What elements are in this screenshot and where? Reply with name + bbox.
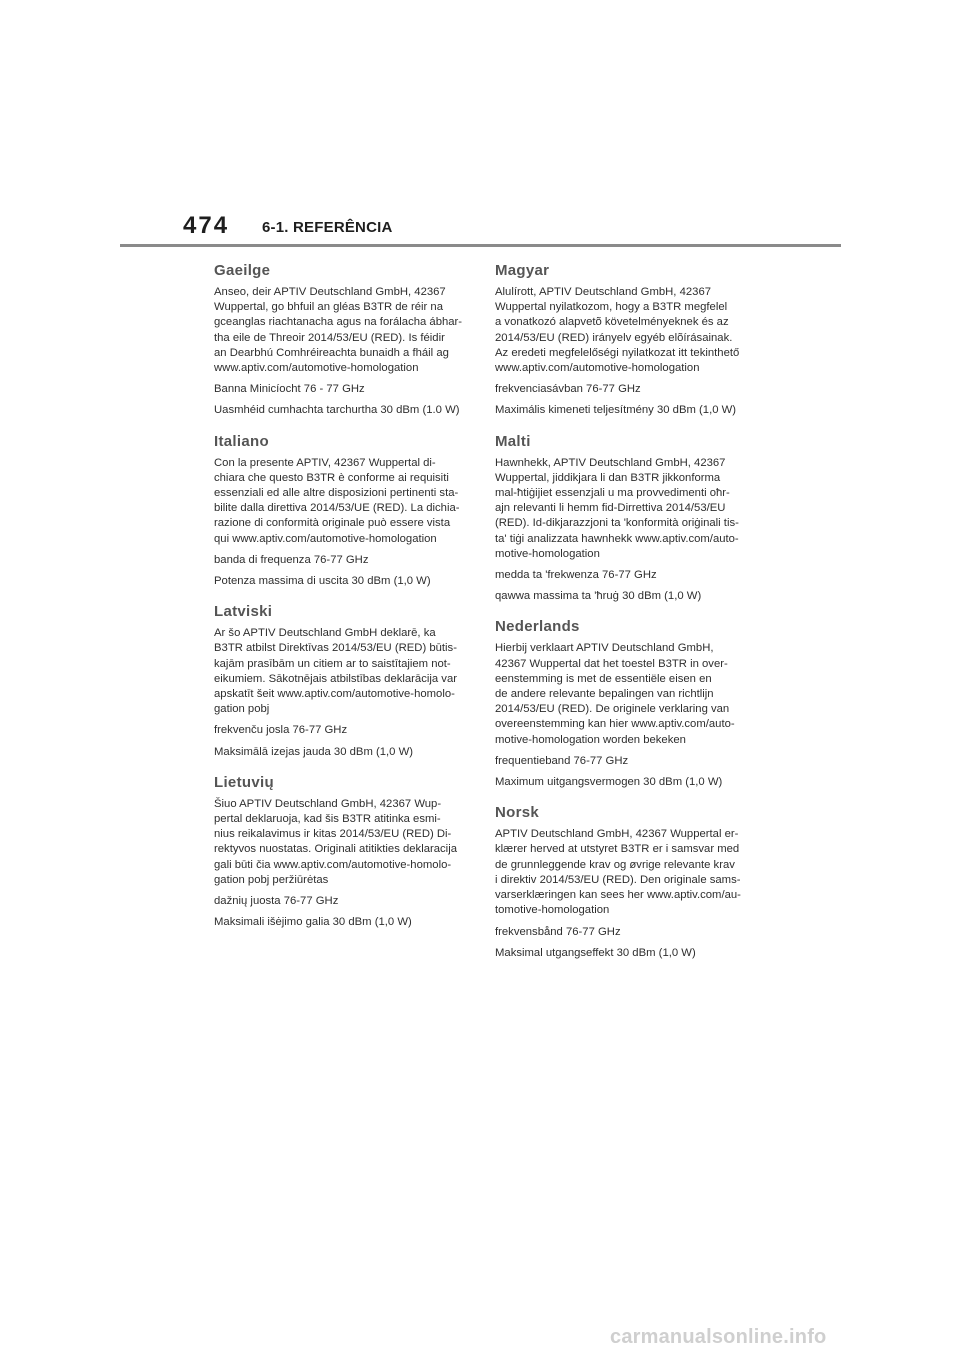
- section-heading: Gaeilge: [214, 262, 271, 279]
- frequency-band: frequentieband 76-77 GHz: [495, 754, 629, 767]
- frequency-band: dažnių juosta 76-77 GHz: [214, 895, 339, 908]
- section-norsk: [495, 804, 747, 961]
- declaration-text: Hawnhekk, APTIV Deutschland GmbH, 42367 Wuppertal, jiddikjara li dan B3TR jikkonforma mal-ħtiġijiet essenzjali u ma provvedimenti oħr- ajn relevanti li hemm fid-Dirrettiva 2014/53/EU (RED). Id-dikjarazzjoni ta 'konformità oriġinali tis- ta' tiġi analizzata hawnhekk www.aptiv.com/auto- motive-homologation: [495, 456, 739, 560]
- declaration-text: Alulírott, APTIV Deutschland GmbH, 42367 Wuppertal nyilatkozom, hogy a B3TR megfelel a vonatkozó alapvetõ követelményeknek és az 2014/53/EU (RED) irányelv egyéb elõírásainak. Az eredeti megfelelőségi nyilatkozat itt tekinthető www.aptiv.com/automotive-homologation: [495, 286, 740, 375]
- max-power: Maximum uitgangsvermogen 30 dBm (1,0 W): [495, 776, 723, 789]
- section-latviski: [214, 603, 466, 760]
- section-heading: Lietuvių: [214, 773, 274, 791]
- declaration-text: Ar šo APTIV Deutschland GmbH deklarē, ka B3TR atbilst Direktīvas 2014/53/EU (RED) būtis- kajām prasībām un citiem ar to saistītajiem not- eikumiem. Sākotnējais atbilstības deklarācija var apskatīt šeit www.aptiv.com/automotive-homolo- gation pobj: [214, 627, 457, 716]
- section-italiano: [214, 433, 466, 590]
- section-heading: Italiano: [214, 432, 269, 450]
- declaration-text: APTIV Deutschland GmbH, 42367 Wuppertal er- klærer herved at utstyret B3TR er i samsvar med de grunnleggende krav og øvrige relevante krav i direktiv 2014/53/EU (RED). Den originale sams- varserklæringen kan sees her www.aptiv.com/au- tomotive-homologation: [495, 828, 741, 917]
- section-magyar: [495, 262, 747, 419]
- declaration-text: Con la presente APTIV, 42367 Wuppertal di- chiara che questo B3TR è conforme ai requisiti essenziali ed alle altre disposizioni pertinenti sta- bilite dalla direttiva 2014/53/UE (RED). La dichia- razione di conformità originale può essere vista qui www.aptiv.com/automotive-homologation: [214, 456, 460, 545]
- frequency-band: Banna Minicíocht 76 - 77 GHz: [214, 383, 365, 396]
- frequency-band: medda ta 'frekwenza 76-77 GHz: [495, 569, 657, 582]
- frequency-band: frekvenciasávban 76-77 GHz: [495, 383, 641, 396]
- section-heading: Nederlands: [495, 618, 580, 636]
- section-heading: Magyar: [495, 262, 550, 279]
- max-power: Uasmhéid cumhachta tarchurtha 30 dBm (1.0 W): [214, 404, 460, 417]
- left-column: [214, 262, 466, 945]
- frequency-band: frekvenču josla 76-77 GHz: [214, 724, 348, 737]
- declaration-text: Anseo, deir APTIV Deutschland GmbH, 42367 Wuppertal, go bhfuil an gléas B3TR de réir na gceanglas riachtanacha agus na forálacha ábhar- tha eile de Threoir 2014/53/EU (RED). Is féidir an Dearbhú Comhréireachta bunaidh a fháil ag www.aptiv.com/automotive-homologation: [214, 286, 463, 375]
- section-nederlands: [495, 618, 747, 790]
- header-divider: [120, 244, 841, 247]
- section-heading: Malti: [495, 432, 531, 450]
- max-power: qawwa massima ta 'ħruġ 30 dBm (1,0 W): [495, 590, 702, 603]
- max-power: Maksimālā izejas jauda 30 dBm (1,0 W): [214, 745, 414, 758]
- right-column: [495, 262, 747, 975]
- max-power: Maximális kimeneti teljesítmény 30 dBm (1,0 W): [495, 404, 737, 417]
- declaration-text: Hierbij verklaart APTIV Deutschland GmbH, 42367 Wuppertal dat het toestel B3TR in over- eenstemming is met de essentiële eisen en de andere relevante bepalingen van richtlijn 2014/53/EU (RED). De originele verklaring van overeenstemming kan hier www.aptiv.com/auto- motive-homologation worden bekeken: [495, 642, 735, 746]
- section-heading: Norsk: [495, 804, 540, 822]
- chapter-title: 6-1. REFERÊNCIA: [262, 219, 393, 236]
- section-heading: Latviski: [214, 603, 273, 621]
- declaration-text: Šiuo APTIV Deutschland GmbH, 42367 Wup- pertal deklaruoja, kad šis B3TR atitinka esmi- nius reikalavimus ir kitas 2014/53/EU (RED) Di- rektyvos nuostatas. Originali atitikties deklaracija gali būti čia www.aptiv.com/automotive-homolo- gation pobj peržiūrėtas: [214, 797, 457, 886]
- frequency-band: banda di frequenza 76-77 GHz: [214, 553, 369, 566]
- frequency-band: frekvensbånd 76-77 GHz: [495, 925, 621, 938]
- page-number: 474: [183, 212, 230, 239]
- watermark: carmanualsonline.info: [610, 1326, 827, 1348]
- section-malti: [495, 433, 747, 605]
- max-power: Maksimal utgangseffekt 30 dBm (1,0 W): [495, 946, 696, 959]
- section-lietuviu: [214, 774, 466, 931]
- max-power: Potenza massima di uscita 30 dBm (1,0 W): [214, 575, 431, 588]
- max-power: Maksimali išėjimo galia 30 dBm (1,0 W): [214, 916, 412, 929]
- section-gaeilge: [214, 262, 466, 419]
